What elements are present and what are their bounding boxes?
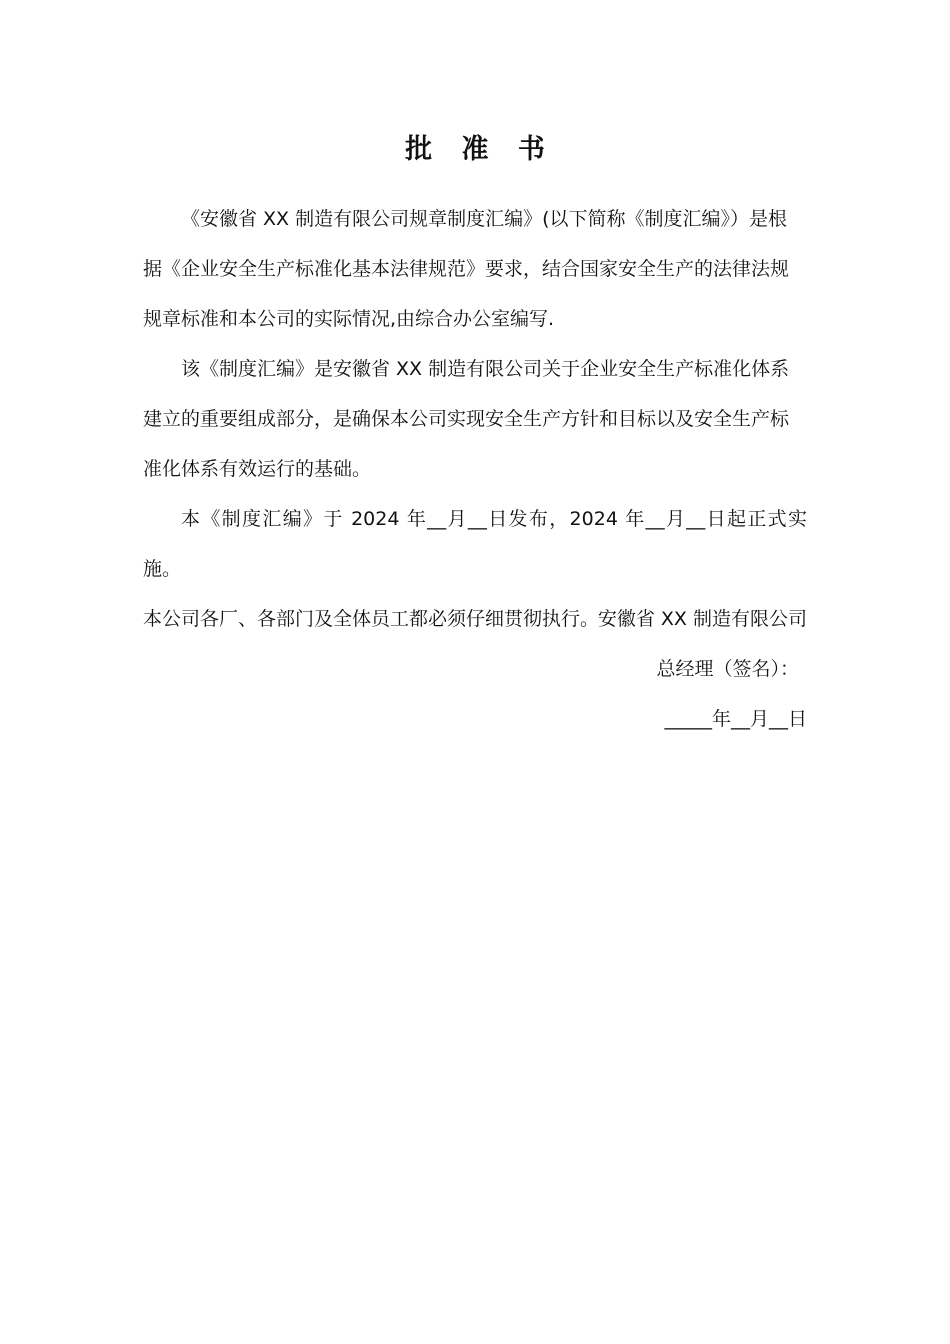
signature-company: 安徽省 XX 制造有限公司	[597, 608, 807, 630]
signature-date: _____年__月__日	[664, 708, 807, 730]
paragraph-2-line-2: 建立的重要组成部分，是确保本公司实现安全生产方针和目标以及安全生产标	[143, 408, 790, 430]
signature-manager-label: 总经理（签名）：	[656, 658, 799, 680]
signature-block	[307, 594, 807, 744]
paragraph-1-line-3: 规章标准和本公司的实际情况,由综合办公室编写.	[143, 308, 555, 330]
paragraph-1-line-1: 《安徽省 XX 制造有限公司规章制度汇编》(以下简称《制度汇编》）是根	[181, 208, 788, 230]
document-body	[143, 194, 807, 644]
paragraph-3-line-1: 本《制度汇编》于 2024 年__月__日发布，2024 年__月__日起正式实施。	[143, 508, 807, 580]
paragraph-2-line-3: 准化体系有效运行的基础。	[143, 458, 372, 480]
paragraph-2-line-1: 该《制度汇编》是安徽省 XX 制造有限公司关于企业安全生产标准化体系	[181, 358, 790, 380]
document-title: 批 准 书	[405, 134, 555, 165]
paragraph-3-line-2: 本公司各厂、各部门及全体员工都必须仔细贯彻执行。	[143, 608, 600, 630]
paragraph-1-line-2: 据《企业安全生产标准化基本法律规范》要求，结合国家安全生产的法律法规	[143, 258, 790, 280]
